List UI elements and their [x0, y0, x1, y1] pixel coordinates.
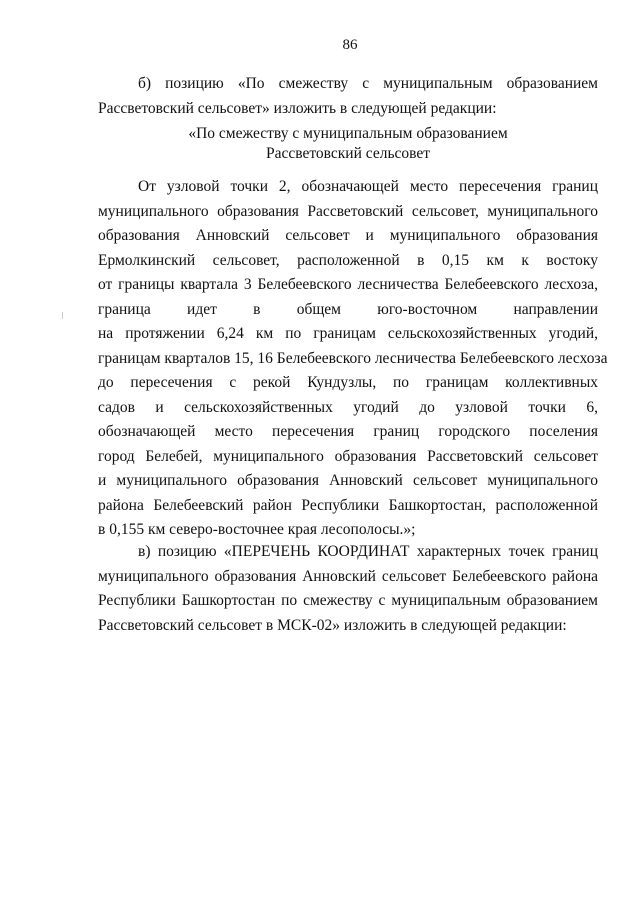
boundary-description	[98, 175, 608, 543]
paragraph-b-line: Рассветовский сельсовет» изложить в следующей редакции:	[98, 99, 497, 117]
heading-line: «По смежеству с муниципальным образованием	[188, 125, 508, 142]
page-number: 86	[342, 37, 358, 53]
description-line: Ермолкинский сельсовет, расположенной в 0,15 км к востоку	[98, 251, 598, 269]
paragraph-b-line: б) позицию «По смежеству с муниципальным образованием	[138, 75, 598, 92]
description-line: и муниципального образования Анновский сельсовет муниципального	[98, 472, 598, 489]
paragraph-v-line: в) позицию «ПЕРЕЧЕНЬ КООРДИНАТ характерных точек границ	[138, 543, 598, 560]
description-line: обозначающей место пересечения границ городского поселения	[98, 423, 598, 440]
description-line: границам кварталов 15, 16 Белебеевского лесничества Белебеевского лесхоза	[98, 349, 608, 367]
description-line: района Белебеевский район Республики Башкортостан, расположенной	[98, 496, 598, 514]
description-line: город Белебей, муниципального образования Рассветовский сельсовет	[98, 447, 598, 465]
description-line: от границы квартала 3 Белебеевского лесничества Белебеевского лесхоза,	[98, 276, 598, 293]
paragraph-b	[98, 72, 598, 121]
description-line: в 0,155 км северо-восточнее края лесополосы.»;	[98, 521, 416, 538]
paragraph-v-line: Рассветовский сельсовет в МСК-02» изложить в следующей редакции:	[98, 616, 567, 634]
description-line: граница идет в общем юго-восточном направлении	[98, 300, 598, 318]
heading-line: Рассветовский сельсовет	[265, 145, 431, 162]
description-line: до пересечения с рекой Кундузлы, по границам коллективных	[98, 374, 598, 391]
section-heading	[98, 124, 598, 164]
description-line: садов и сельскохозяйственных угодий до узловой точки 6,	[98, 398, 598, 416]
description-line: От узловой точки 2, обозначающей место пересечения границ	[138, 178, 598, 195]
scan-mark	[62, 312, 63, 319]
description-line: на протяжении 6,24 км по границам сельскохозяйственных угодий,	[98, 325, 598, 342]
paragraph-v-line: муниципального образования Анновский сельсовет Белебеевского района	[98, 567, 598, 585]
paragraph-v-line: Республики Башкортостан по смежеству с муниципальным образованием	[98, 592, 598, 609]
paragraph-v	[98, 540, 598, 638]
description-line: муниципального образования Рассветовский сельсовет, муниципального	[98, 202, 598, 220]
description-line: образования Анновский сельсовет и муниципального образования	[98, 227, 598, 244]
